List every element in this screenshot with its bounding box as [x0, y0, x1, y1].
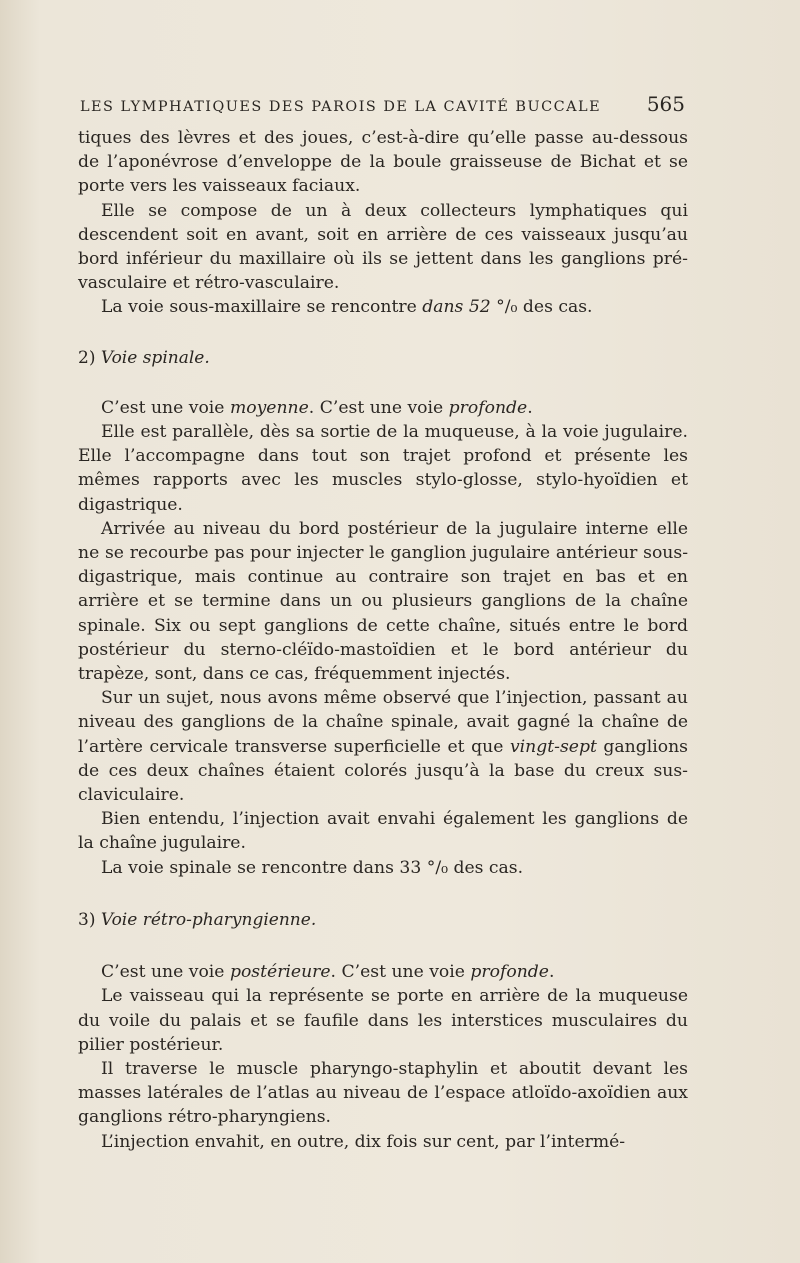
- page-number: 565: [646, 92, 685, 116]
- paragraph: Le vaisseau qui la représente se porte en arrière de la muqueuse du voile du palais et se faufile dans les interstices musculaires du pilier postérieur.: [78, 986, 688, 1055]
- page-header: [80, 92, 685, 116]
- running-title: LES LYMPHATIQUES DES PAROIS DE LA CAVITÉ BUCCALE: [80, 99, 602, 115]
- paragraph: Arrivée au niveau du bord postérieur de la jugulaire interne elle ne se recourbe pas pour injecter le ganglion jugulaire antérieur sous-digastrique, mais continue au contraire son trajet en bas et en arrière et se termine dans un ou plusieurs ganglions de la chaîne spinale. Six ou sept ganglions de cette chaîne, situés entre le bord postérieur du sterno-cléïdo-mastoïdien et le bord antérieur du trapèze, sont, dans ce cas, fréquemment injectés.: [78, 518, 688, 685]
- paragraph: C’est une voie moyenne. C’est une voie profonde.: [101, 397, 533, 418]
- paragraph-continuation: tiques des lèvres et des joues, c’est-à-dire qu’elle passe au-dessous de l’aponévrose d’enveloppe de la boule graisseuse de Bichat et se porte vers les vaisseaux faciaux.: [78, 128, 688, 197]
- paragraph: Il traverse le muscle pharyngo-staphylin et aboutit devant les masses latérales de l’atlas au niveau de l’espace atloïdo-axoïdien aux ganglions rétro-pharyngiens.: [78, 1058, 688, 1128]
- paragraph: Bien entendu, l’injection avait envahi également les ganglions de la chaîne jugulaire.: [78, 809, 688, 854]
- paragraph-statistic: La voie sous-maxillaire se rencontre dans 52 °/₀ des cas.: [101, 297, 593, 318]
- paragraph: Sur un sujet, nous avons même observé que l’injection, passant au niveau des ganglions de la chaîne spinale, avait gagné la chaîne de l’artère cervicale transverse superficielle et que vingt-sept ganglions de ces deux chaînes étaient colorés jusqu’à la base du creux sus-claviculaire.: [78, 688, 688, 806]
- paragraph-statistic: La voie spinale se rencontre dans 33 °/₀ des cas.: [101, 857, 524, 878]
- paragraph: Elle est parallèle, dès sa sortie de la muqueuse, à la voie jugulaire. Elle l’accompagne dans tout son trajet profond et présente les mêmes rapports avec les muscles stylo-glosse, stylo-hyoïdien et digastrique.: [78, 422, 688, 515]
- paragraph: C’est une voie postérieure. C’est une voie profonde.: [101, 962, 555, 983]
- paragraph: L’injection envahit, en outre, dix fois sur cent, par l’intermé-: [101, 1131, 626, 1152]
- paragraph: Elle se compose de un à deux collecteurs lymphatiques qui descendent soit en avant, soit en arrière de ces vaisseaux jusqu’au bord inférieur du maxillaire où ils se jettent dans les ganglions pré-vasculaire et rétro-vasculaire.: [78, 200, 688, 294]
- section-heading-spinale: 2) Voie spinale.: [78, 347, 210, 368]
- section-heading-retro-pharyngienne: 3) Voie rétro-pharyngienne.: [78, 909, 317, 930]
- page-body: [78, 126, 688, 1154]
